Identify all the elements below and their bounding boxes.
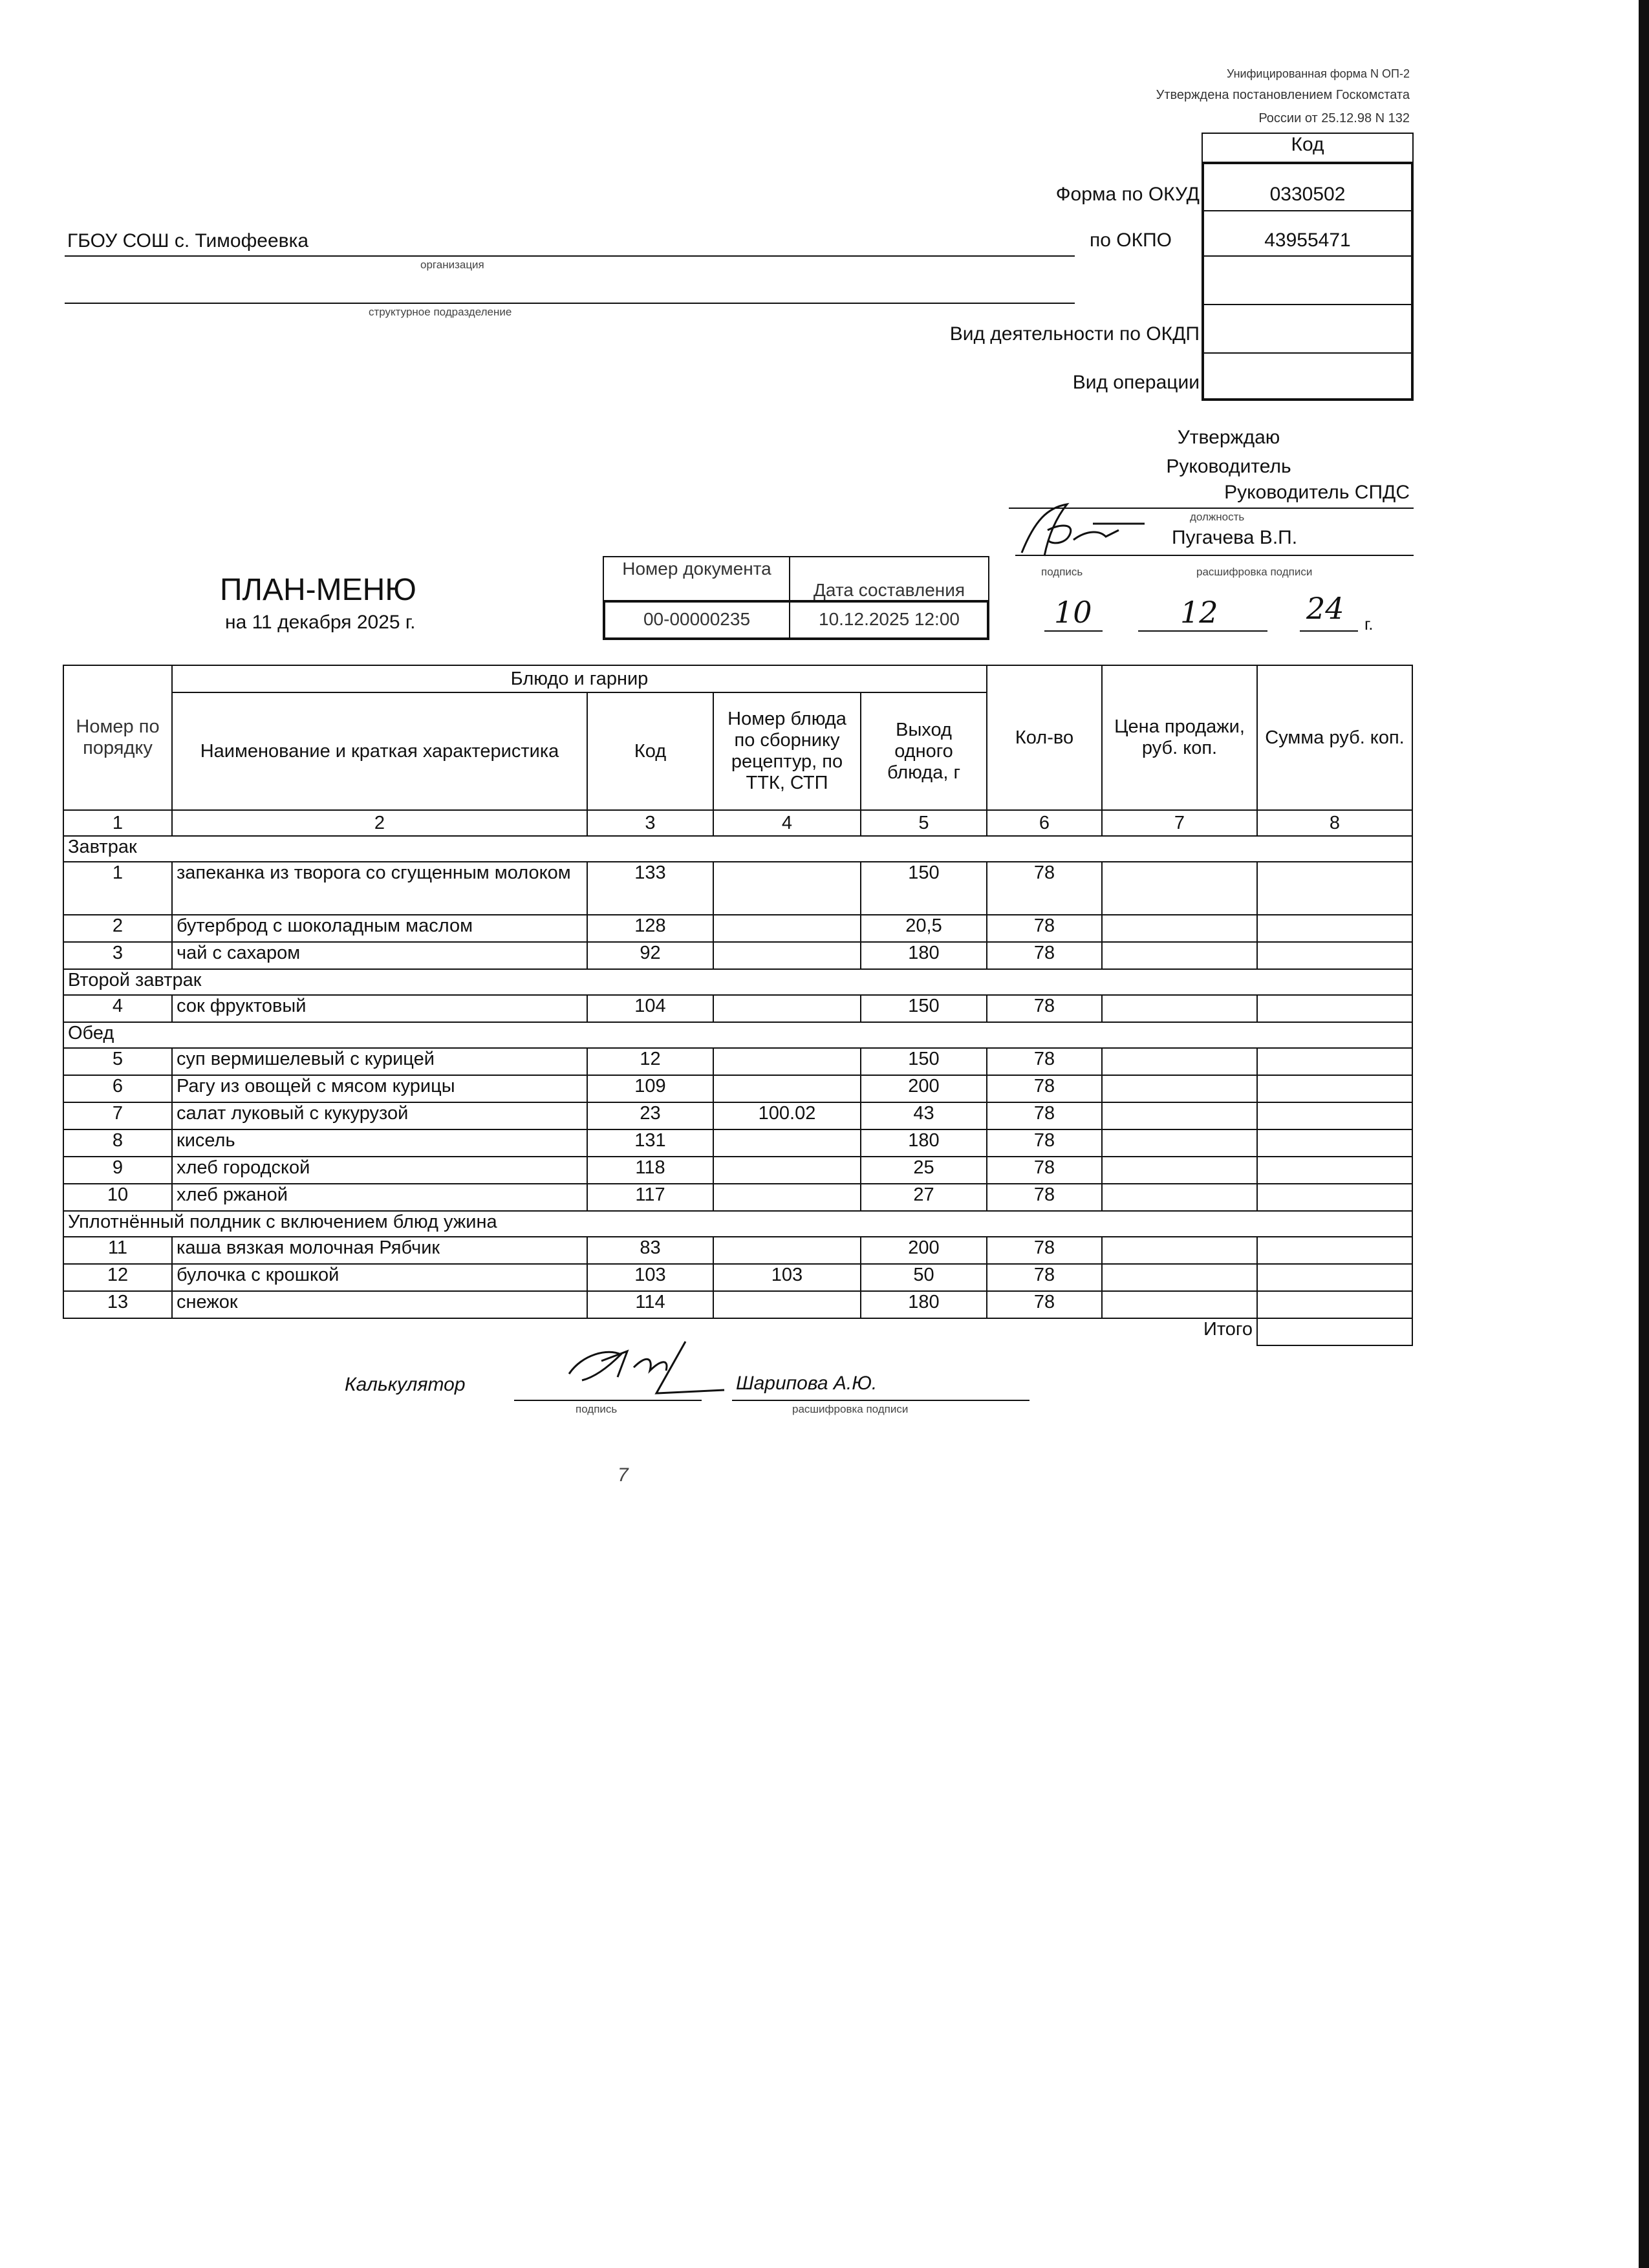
sum-cell (1257, 1264, 1412, 1291)
price-cell (1102, 1237, 1257, 1264)
menu-table (63, 665, 1413, 1346)
dish-name: запеканка из творога со сгущенным молоком (172, 862, 587, 915)
dish-code: 23 (587, 1102, 713, 1129)
recipe-number: 103 (713, 1264, 861, 1291)
okdp-label: Вид деятельности по ОКДП (949, 323, 1200, 345)
column-numbers-row (63, 810, 1412, 836)
dish-qty: 78 (987, 995, 1102, 1022)
row-number: 2 (63, 915, 172, 942)
sum-cell (1257, 915, 1412, 942)
dish-code: 83 (587, 1237, 713, 1264)
recipe-number (713, 1291, 861, 1318)
header-num: Номер по порядку (63, 665, 172, 810)
sum-cell (1257, 942, 1412, 969)
kod-header (1202, 133, 1414, 163)
dish-output: 180 (861, 942, 987, 969)
price-cell (1102, 1157, 1257, 1184)
doc-date-header: Дата составления (813, 580, 965, 600)
row-number: 1 (63, 862, 172, 915)
price-cell (1102, 862, 1257, 915)
dish-name: суп вермишелевый с курицей (172, 1048, 587, 1075)
recipe-number (713, 1075, 861, 1102)
organization-caption: организация (420, 259, 484, 271)
column-number: 2 (172, 810, 587, 836)
column-number: 8 (1257, 810, 1412, 836)
approval-position: Руководитель СПДС (1224, 482, 1410, 503)
dish-qty: 78 (987, 1157, 1102, 1184)
row-number: 10 (63, 1184, 172, 1211)
dish-output: 150 (861, 862, 987, 915)
price-cell (1102, 942, 1257, 969)
menu-row (63, 1075, 1412, 1102)
dish-qty: 78 (987, 942, 1102, 969)
dish-qty: 78 (987, 1075, 1102, 1102)
operation-label: Вид операции (1072, 372, 1200, 393)
doc-number-value: 00-00000235 (643, 609, 751, 629)
division-underline (65, 303, 1075, 304)
section-row (63, 836, 1412, 862)
recipe-number (713, 995, 861, 1022)
sum-cell (1257, 1157, 1412, 1184)
sum-cell (1257, 1129, 1412, 1157)
row-number: 6 (63, 1075, 172, 1102)
recipe-number (713, 1048, 861, 1075)
header-name: Наименование и краткая характеристика (172, 692, 587, 810)
sum-cell (1257, 1102, 1412, 1129)
header-qty: Кол-во (987, 665, 1102, 810)
dish-qty: 78 (987, 1048, 1102, 1075)
document-title: ПЛАН-МЕНЮ (220, 573, 416, 607)
column-number: 1 (63, 810, 172, 836)
date-day-underline (1044, 630, 1103, 632)
menu-row (63, 862, 1412, 915)
signature-caption: подпись (1041, 566, 1083, 578)
codes-divider-3 (1203, 304, 1412, 305)
price-cell (1102, 1264, 1257, 1291)
dish-output: 200 (861, 1237, 987, 1264)
dish-qty: 78 (987, 1264, 1102, 1291)
sum-cell (1257, 1075, 1412, 1102)
row-number: 13 (63, 1291, 172, 1318)
menu-row (63, 1129, 1412, 1157)
dish-name: хлеб городской (172, 1157, 587, 1184)
menu-row (63, 995, 1412, 1022)
recipe-number (713, 1157, 861, 1184)
column-number: 4 (713, 810, 861, 836)
form-approval-line: Утверждена постановлением Госкомстата (1156, 88, 1410, 102)
section-title: Обед (63, 1022, 1412, 1048)
menu-row (63, 1157, 1412, 1184)
section-title: Уплотнённый полдник с включением блюд ужина (63, 1211, 1412, 1237)
sum-cell (1257, 1237, 1412, 1264)
dish-code: 103 (587, 1264, 713, 1291)
dish-name: каша вязкая молочная Рябчик (172, 1237, 587, 1264)
calculator-name-underline (732, 1400, 1029, 1401)
dish-code: 117 (587, 1184, 713, 1211)
date-month-underline (1138, 630, 1267, 632)
sum-cell (1257, 862, 1412, 915)
date-suffix: г. (1364, 614, 1374, 634)
price-cell (1102, 1184, 1257, 1211)
menu-row (63, 1102, 1412, 1129)
menu-row (63, 942, 1412, 969)
okud-value: 0330502 (1269, 184, 1346, 205)
price-cell (1102, 1129, 1257, 1157)
row-number: 12 (63, 1264, 172, 1291)
row-number: 11 (63, 1237, 172, 1264)
menu-body (63, 836, 1412, 1345)
menu-row (63, 1048, 1412, 1075)
price-cell (1102, 1102, 1257, 1129)
calculator-name-caption: расшифровка подписи (792, 1403, 909, 1415)
price-cell (1102, 1048, 1257, 1075)
approval-line1: Утверждаю (1177, 427, 1280, 448)
price-cell (1102, 915, 1257, 942)
approver-name-caption: расшифровка подписи (1196, 566, 1313, 578)
sum-cell (1257, 995, 1412, 1022)
form-approval-date-line: России от 25.12.98 N 132 (1258, 111, 1410, 125)
codes-divider-2 (1203, 255, 1412, 257)
calculator-label: Калькулятор (345, 1374, 466, 1395)
dish-code: 114 (587, 1291, 713, 1318)
kod-label: Код (1291, 134, 1324, 155)
header-output: Выход одного блюда, г (861, 692, 987, 810)
row-number: 4 (63, 995, 172, 1022)
dish-name: снежок (172, 1291, 587, 1318)
organization-name: ГБОУ СОШ с. Тимофеевка (67, 230, 309, 251)
total-label: Итого (1203, 1319, 1253, 1340)
dish-name: Рагу из овощей с мясом курицы (172, 1075, 587, 1102)
doc-number-header: Номер документа (622, 559, 771, 579)
column-number: 3 (587, 810, 713, 836)
dish-code: 92 (587, 942, 713, 969)
price-cell (1102, 1075, 1257, 1102)
calculator-signature-underline (514, 1400, 702, 1401)
organization-underline (65, 255, 1075, 257)
dish-output: 20,5 (861, 915, 987, 942)
calculator-signature-caption: подпись (576, 1403, 618, 1415)
header-recipe: Номер блюда по сборнику рецептур, по ТТК, СТП (713, 692, 861, 810)
section-row (63, 969, 1412, 995)
header-group: Блюдо и гарнир (172, 665, 987, 692)
recipe-number (713, 1129, 861, 1157)
codes-divider-4 (1203, 352, 1412, 354)
section-row (63, 1211, 1412, 1237)
dish-name: салат луковый с кукурузой (172, 1102, 587, 1129)
okpo-value: 43955471 (1264, 230, 1351, 251)
dish-qty: 78 (987, 1129, 1102, 1157)
approval-date-day: 10 (1054, 595, 1092, 630)
header-sum: Сумма руб. коп. (1257, 665, 1412, 810)
column-number: 6 (987, 810, 1102, 836)
dish-output: 27 (861, 1184, 987, 1211)
price-cell (1102, 1291, 1257, 1318)
menu-row (63, 1237, 1412, 1264)
dish-code: 12 (587, 1048, 713, 1075)
dish-name: кисель (172, 1129, 587, 1157)
calculator-signature (556, 1329, 750, 1406)
row-number: 7 (63, 1102, 172, 1129)
form-type-line: Унифицированная форма N ОП-2 (1226, 67, 1410, 80)
page-mark: 7 (618, 1464, 629, 1486)
dish-qty: 78 (987, 862, 1102, 915)
dish-name: чай с сахаром (172, 942, 587, 969)
menu-row (63, 1184, 1412, 1211)
header-code: Код (587, 692, 713, 810)
column-number: 5 (861, 810, 987, 836)
recipe-number (713, 915, 861, 942)
dish-name: хлеб ржаной (172, 1184, 587, 1211)
header-price: Цена продажи, руб. коп. (1102, 665, 1257, 810)
okpo-label: по ОКПО (1090, 230, 1172, 251)
row-number: 8 (63, 1129, 172, 1157)
approver-underline (1015, 555, 1414, 556)
recipe-number (713, 862, 861, 915)
division-caption: структурное подразделение (369, 306, 512, 318)
approval-date-year: 24 (1306, 591, 1344, 626)
recipe-number: 100.02 (713, 1102, 861, 1129)
dish-code: 128 (587, 915, 713, 942)
dish-output: 180 (861, 1291, 987, 1318)
approval-date-month: 12 (1180, 595, 1218, 630)
date-year-underline (1300, 630, 1358, 632)
scan-edge (1639, 0, 1649, 2268)
dish-code: 131 (587, 1129, 713, 1157)
okud-label: Форма по ОКУД (1055, 184, 1200, 205)
row-number: 9 (63, 1157, 172, 1184)
dish-name: сок фруктовый (172, 995, 587, 1022)
price-cell (1102, 995, 1257, 1022)
dish-output: 25 (861, 1157, 987, 1184)
total-value (1257, 1318, 1412, 1345)
calculator-name: Шарипова А.Ю. (736, 1373, 878, 1394)
dish-output: 150 (861, 1048, 987, 1075)
menu-row (63, 1264, 1412, 1291)
dish-code: 133 (587, 862, 713, 915)
codes-divider-1 (1203, 210, 1412, 211)
menu-row (63, 915, 1412, 942)
dish-output: 50 (861, 1264, 987, 1291)
dish-name: булочка с крошкой (172, 1264, 587, 1291)
recipe-number (713, 942, 861, 969)
recipe-number (713, 1184, 861, 1211)
recipe-number (713, 1237, 861, 1264)
dish-output: 150 (861, 995, 987, 1022)
sum-cell (1257, 1048, 1412, 1075)
dish-qty: 78 (987, 1102, 1102, 1129)
row-number: 3 (63, 942, 172, 969)
sum-cell (1257, 1184, 1412, 1211)
section-title: Второй завтрак (63, 969, 1412, 995)
position-caption: должность (1190, 511, 1245, 523)
dish-code: 104 (587, 995, 713, 1022)
doc-date-value: 10.12.2025 12:00 (819, 609, 960, 629)
menu-row (63, 1291, 1412, 1318)
approver-name: Пугачева В.П. (1172, 527, 1298, 548)
dish-qty: 78 (987, 1184, 1102, 1211)
dish-code: 109 (587, 1075, 713, 1102)
row-number: 5 (63, 1048, 172, 1075)
dish-output: 180 (861, 1129, 987, 1157)
dish-qty: 78 (987, 1237, 1102, 1264)
section-title: Завтрак (63, 836, 1412, 862)
dish-name: бутерброд с шоколадным маслом (172, 915, 587, 942)
column-number: 7 (1102, 810, 1257, 836)
document-subtitle: на 11 декабря 2025 г. (225, 612, 416, 633)
dish-qty: 78 (987, 1291, 1102, 1318)
dish-output: 200 (861, 1075, 987, 1102)
dish-code: 118 (587, 1157, 713, 1184)
sum-cell (1257, 1291, 1412, 1318)
dish-output: 43 (861, 1102, 987, 1129)
dish-qty: 78 (987, 915, 1102, 942)
approval-line2: Руководитель (1166, 456, 1291, 477)
section-row (63, 1022, 1412, 1048)
